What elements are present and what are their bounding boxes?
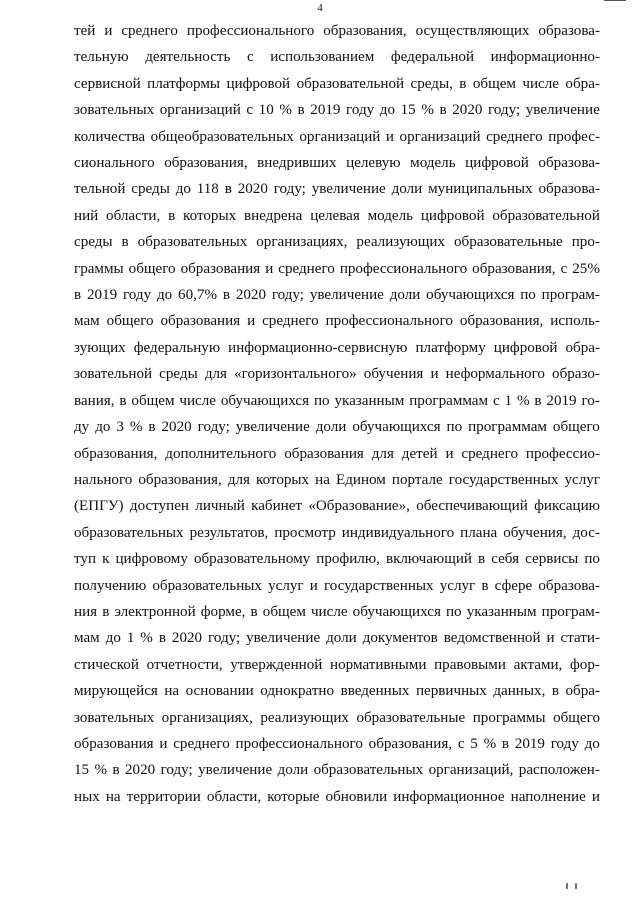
text-line: сервисной платформы цифровой образовательной среды, в общем числе обра- (74, 75, 600, 92)
text-line: зующих федеральную информационно-сервисную платформу цифровой обра- (74, 339, 600, 356)
text-line: образовательных результатов, просмотр индивидуального плана обучения, дос- (74, 524, 600, 541)
text-line: зовательной среды для «горизонтального» обучения и неформального образо- (74, 366, 600, 383)
text-line: ных на территории области, которые обновили информационное наполнение и (74, 788, 600, 805)
text-line: туп к цифровому образовательному профилю, включающий в себя сервисы по (74, 551, 600, 568)
text-line: вания, в общем числе обучающихся по указанным программам с 1 % в 2019 го- (74, 392, 600, 409)
text-line: стической отчетности, утвержденной нормативными правовыми актами, фор- (74, 656, 600, 673)
text-line: ний области, в которых внедрена целевая модель цифровой образовательной (74, 207, 600, 224)
text-line: количества общеобразовательных организаций и организаций среднего профес- (74, 128, 600, 145)
text-line: среды в образовательных организациях, реализующих образовательные про- (74, 234, 600, 251)
text-line: образования и среднего профессионального образования, с 5 % в 2019 году до (74, 735, 600, 752)
text-line: в 2019 году до 60,7% в 2020 году; увеличение доли обучающихся по програм- (74, 287, 600, 304)
text-line: граммы общего образования и среднего профессионального образования, с 25% (74, 260, 600, 277)
text-line: 15 % в 2020 году; увеличение доли образовательных организаций, расположен- (74, 762, 600, 779)
page-number: 4 (317, 2, 323, 14)
text-line: тей и среднего профессионального образования, осуществляющих образова- (74, 23, 600, 39)
text-line: тельной среды до 118 в 2020 году; увеличение доли муниципальных образова- (74, 181, 600, 198)
text-line: нального образования, для которых на Едином портале государственных услуг (74, 471, 600, 488)
text-line: мам общего образования и среднего профессионального образования, исполь- (74, 313, 600, 330)
text-line: мам до 1 % в 2020 году; увеличение доли документов ведомственной и стати- (74, 630, 600, 647)
scan-mark (575, 883, 577, 889)
text-line: получению образовательных услуг и государственных услуг в сфере образова- (74, 577, 600, 594)
text-line: ду до 3 % в 2020 году; увеличение доли обучающихся по программам общего (74, 419, 600, 436)
text-line: зовательных организаций с 10 % в 2019 году до 15 % в 2020 году; увеличение (74, 102, 600, 119)
body-paragraph (74, 18, 600, 810)
text-line: ния в электронной форме, в общем числе обучающихся по указанным програм- (74, 603, 600, 620)
text-line: (ЕПГУ) доступен личный кабинет «Образование», обеспечивающий фиксацию (74, 498, 600, 515)
text-line: тельную деятельность с использованием федеральной информационно- (74, 49, 600, 66)
text-line: сионального образования, внедривших целевую модель цифровой образова- (74, 155, 600, 172)
scan-bottom-marks (566, 883, 580, 891)
text-line: мирующейся на основании однократно введенных первичных данных, в обра- (74, 683, 600, 700)
text-line: образования, дополнительного образования для детей и среднего профессио- (74, 445, 600, 462)
text-line: зовательных организациях, реализующих образовательные программы общего (74, 709, 600, 726)
scan-mark (566, 883, 568, 889)
